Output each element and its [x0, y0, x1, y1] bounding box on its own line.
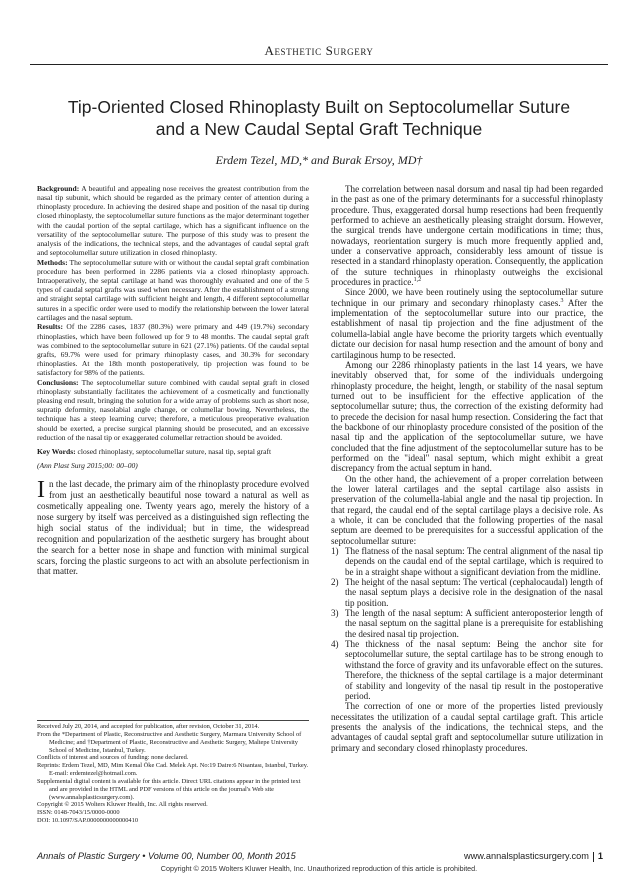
citation: (Ann Plast Surg 2015;00: 00–00): [37, 461, 138, 471]
list-item: 2) The height of the nasal septum: The vertical (cephalocaudal) length of the nasal septum plays a decisive role in the designation of the nasal tip position.: [331, 577, 603, 608]
footnote-reprints: Reprints: Erdem Tezel, MD, Mim Kemal Öke Cad. Melek Apt. No:19 Daire:6 Nisantası, Istanbul, Turkey. E-mail: erdemtezel@hotmail.com.: [37, 762, 309, 778]
paragraph-1: The correlation between nasal dorsum and nasal tip had been regarded in the past as one of the primary determinants for a successful rhinoplasty procedure. Thus, exaggerated dorsal hump resections had been frequently performed to achieve an aesthetically pleasing straight dorsum. However, the surgical trends have undergone certain modifications in time; thus, nowadays, reorientation surgery is much more frequently applied and, under a conservative approach, considerably less amount of tissue is resected in a standard rhinoplasty operation. Consequently, the application of the suture techniques in rhinoplasty outweighs the excisional procedures in practice.$^{1,2}$: [331, 184, 603, 288]
intro-text: n the last decade, the primary aim of the rhinoplasty procedure evolved from just an aesthetically beautiful nose toward a natural as well as cosmetically appealing one. Twenty years ago, merely the history of a nose surgery by itself was perceived as a distinguished sign reflecting the high social status of the individual; but in time, the widespread recognition and popularization of the aesthetic surgery has brought about the search for a better nose in shape and function with minimal surgical scars, forcing the plastic surgeons to act with an absolute perfectionism in that matter.: [37, 479, 309, 577]
journal-website-link[interactable]: www.annalsplasticsurgery.com: [463, 851, 589, 861]
footer-journal-info: [37, 851, 296, 861]
reference-1-2[interactable]: 1,2: [413, 277, 422, 284]
footnote-rule: [37, 720, 309, 721]
authors: Erdem Tezel, MD,* and Burak Ersoy, MD†: [215, 153, 423, 167]
journal-name: Annals of Plastic Surgery: [37, 851, 140, 861]
paragraph-2: Since 2000, we have been routinely using the septocolumellar suture technique in our primary and secondary rhinoplasty cases.$^3$ After the implementation of the septocolumellar suture into our practice, the establishment of nasal tip projection and the fine adjustment of the columella-labial angle have become the priority targets which eventually dictate our decision for nasal hump resection and the amount of bony and cartilaginous hump to be resected.: [331, 287, 603, 360]
footer-right: [464, 851, 603, 862]
list-item: 3) The length of the nasal septum: A sufficient anteroposterior length of the nasal septum on the sagittal plane is a prerequisite for establishing the desired nasal tip projection.: [331, 608, 603, 639]
introduction: [37, 479, 309, 577]
footnote-supplemental: Supplemental digital content is available for this article. Direct URL citations appear in the printed text and are provided in the HTML and PDF versions of this article on the journal's Web site (www.annalsplasticsurgery.com).: [37, 777, 301, 801]
abstract-methods: Methods: The septocolumellar suture with or without the caudal septal graft combination procedure has been performed in 2286 patients via a closed rhinoplasty approach. Intraoperatively, the septal cartilage at hand was thoroughly evaluated and one of the 5 types of caudal septal grafts was used when necessary. After the establishment of a strong and straight septal cartilage with sufficient height and length, 4 different septocolumellar sutures in a specific order were used to modify the relationship between the lower lateral cartilages and the nasal septum.: [37, 257, 309, 322]
abstract-background: Background: A beautiful and appealing nose receives the greatest contribution from the nasal tip subunit, which should be regarded as the primary center of attention during a rhinoplasty procedure. In achieving the desired shape and position of the nasal tip during closed rhinoplasty, the septocolumellar suture functions as the major determinant together with the caudal portion of the septal cartilage, which has a significant influence on the versatility of the septocolumellar suture. The purpose of this study was to present the analysis of the indications, the technical steps, and the advantages of caudal septal graft and septocolumellar suture utilization in closed rhinoplasty.: [37, 184, 309, 258]
paragraph-5: The correction of one or more of the properties listed previously necessitates the utilization of a caudal septal cartilage graft. This article presents the analysis of the indications, the technical steps, and the advantages of caudal septal graft and septocolumellar suture utilization in primary and secondary closed rhinoplasty procedures.: [331, 701, 603, 753]
right-column: [331, 184, 603, 753]
footer-separator: [593, 852, 594, 862]
paragraph-3: Among our 2286 rhinoplasty patients in the last 14 years, we have inevitably observed that, for some of the individuals undergoing rhinoplasty procedure, the height, length, or stability of the nasal septum turned out to be insufficient for the effective application of the septocolumellar suture; thus, the correction of the existing deformity had to precede the decision for nasal hump resection. Considering the fact that the backbone of our rhinoplasty procedure consisted of the position of the nasal tip and the application of the septocolumellar suture, we have concluded that the fine adjustment of the septocolumellar suture has to be performed on the "ideal" nasal septum, which might exhibit a great discrepancy from the actual septum in hand.: [331, 359, 603, 474]
list-item: 4) The thickness of the nasal septum: Being the anchor site for septocolumellar suture, the septal cartilage has to be strong enough to withstand the force of gravity and its unfavorable effect on the sutures. Therefore, the thickness of the septal cartilage is a major determinant of stability and longevity of the nasal tip result in the postoperative period.: [331, 639, 603, 701]
footnote-conflicts: Conflicts of interest and sources of funding: none declared.: [37, 754, 189, 762]
left-column: [37, 184, 309, 577]
footnote-issn: ISSN: 0148-7043/15/0000-0000: [37, 809, 120, 817]
volume-info: Volume 00, Number 00, Month 2015: [148, 851, 296, 861]
prerequisite-list: [331, 546, 603, 701]
section-heading: Aesthetic Surgery: [264, 43, 374, 58]
paragraph-4: On the other hand, the achievement of a proper correlation between the lower lateral cartilages and the septal cartilage also assists in preservation of the columella-labial angle and the nasal tip projection. In that regard, the caudal end of the septal cartilage plays a decisive role. As a whole, it can be concluded that the following properties of the nasal septum are deemed to be prerequisites for a successful application of the septocolumellar suture:: [331, 473, 603, 546]
reference-3[interactable]: 3: [560, 297, 564, 304]
drop-cap: I: [37, 477, 45, 504]
footnote-copyright: Copyright © 2015 Wolters Kluwer Health, Inc. All rights reserved.: [37, 801, 208, 809]
title-line-1: Tip-Oriented Closed Rhinoplasty Built on Septocolumellar Suture: [67, 97, 571, 117]
page-number: 1: [597, 851, 603, 861]
bullet-icon: •: [142, 851, 146, 861]
footnote-affiliation: From the *Department of Plastic, Reconstructive and Aesthetic Surgery, Marmara University School of Medicine; and †Department of Plastic, Reconstructive and Aesthetic Surgery, Maltepe University School of Medicine, Istanbul, Turkey.: [37, 730, 302, 754]
abstract: [37, 184, 309, 442]
header-rule: [30, 64, 608, 65]
keywords: Key Words: closed rhinoplasty, septocolumellar suture, nasal tip, septal graft: [37, 446, 272, 456]
abstract-conclusions: Conclusions: The septocolumellar suture combined with caudal septal graft in closed rhinoplasty substantially facilitates the achievement of a cosmetically and functionally pleasing end result, bringing the solution for a wide array of problems such as short nose, supratip deformity, nasolabial angle change, or columellar bowing. Nevertheless, the technique has a steep learning curve; therefore, a meticulous preoperative evaluation should be exerted, a precise surgical planning should be prosecuted, and an excessive reduction of the nasal tip or exaggerated columellar retraction should be avoided.: [37, 377, 309, 442]
footnote-doi: DOI: 10.1097/SAP.0000000000000410: [37, 817, 139, 825]
copyright-notice: Copyright © 2015 Wolters Kluwer Health, Inc. Unauthorized reproduction of this article is prohibited.: [160, 864, 478, 873]
footnote-received: Received July 20, 2014, and accepted for publication, after revision, October 31, 2014.: [37, 723, 260, 730]
footnotes: [37, 723, 309, 825]
title-line-2: and a New Caudal Septal Graft Technique: [155, 119, 483, 139]
abstract-results: Results: Of the 2286 cases, 1837 (80.3%) were primary and 449 (19.7%) secondary rhinoplasties, which have been followed up for 9 to 48 months. The caudal septal graft was combined to the septocolumellar suture in 621 (27.1%) patients. Of the caudal septal grafts, 69.7% were used for primary rhinoplasty cases, and 30.3% for secondary rhinoplasties. At the 18th month postoperatively, tip projection was found to be satisfactory for 98% of the patients.: [37, 322, 309, 378]
list-item: 1) The flatness of the nasal septum: The central alignment of the nasal tip depends on the caudal end of the septal cartilage, which is required to be in a straight shape without a significant deviation from the midline.: [331, 546, 603, 577]
article-title: [20, 96, 618, 140]
